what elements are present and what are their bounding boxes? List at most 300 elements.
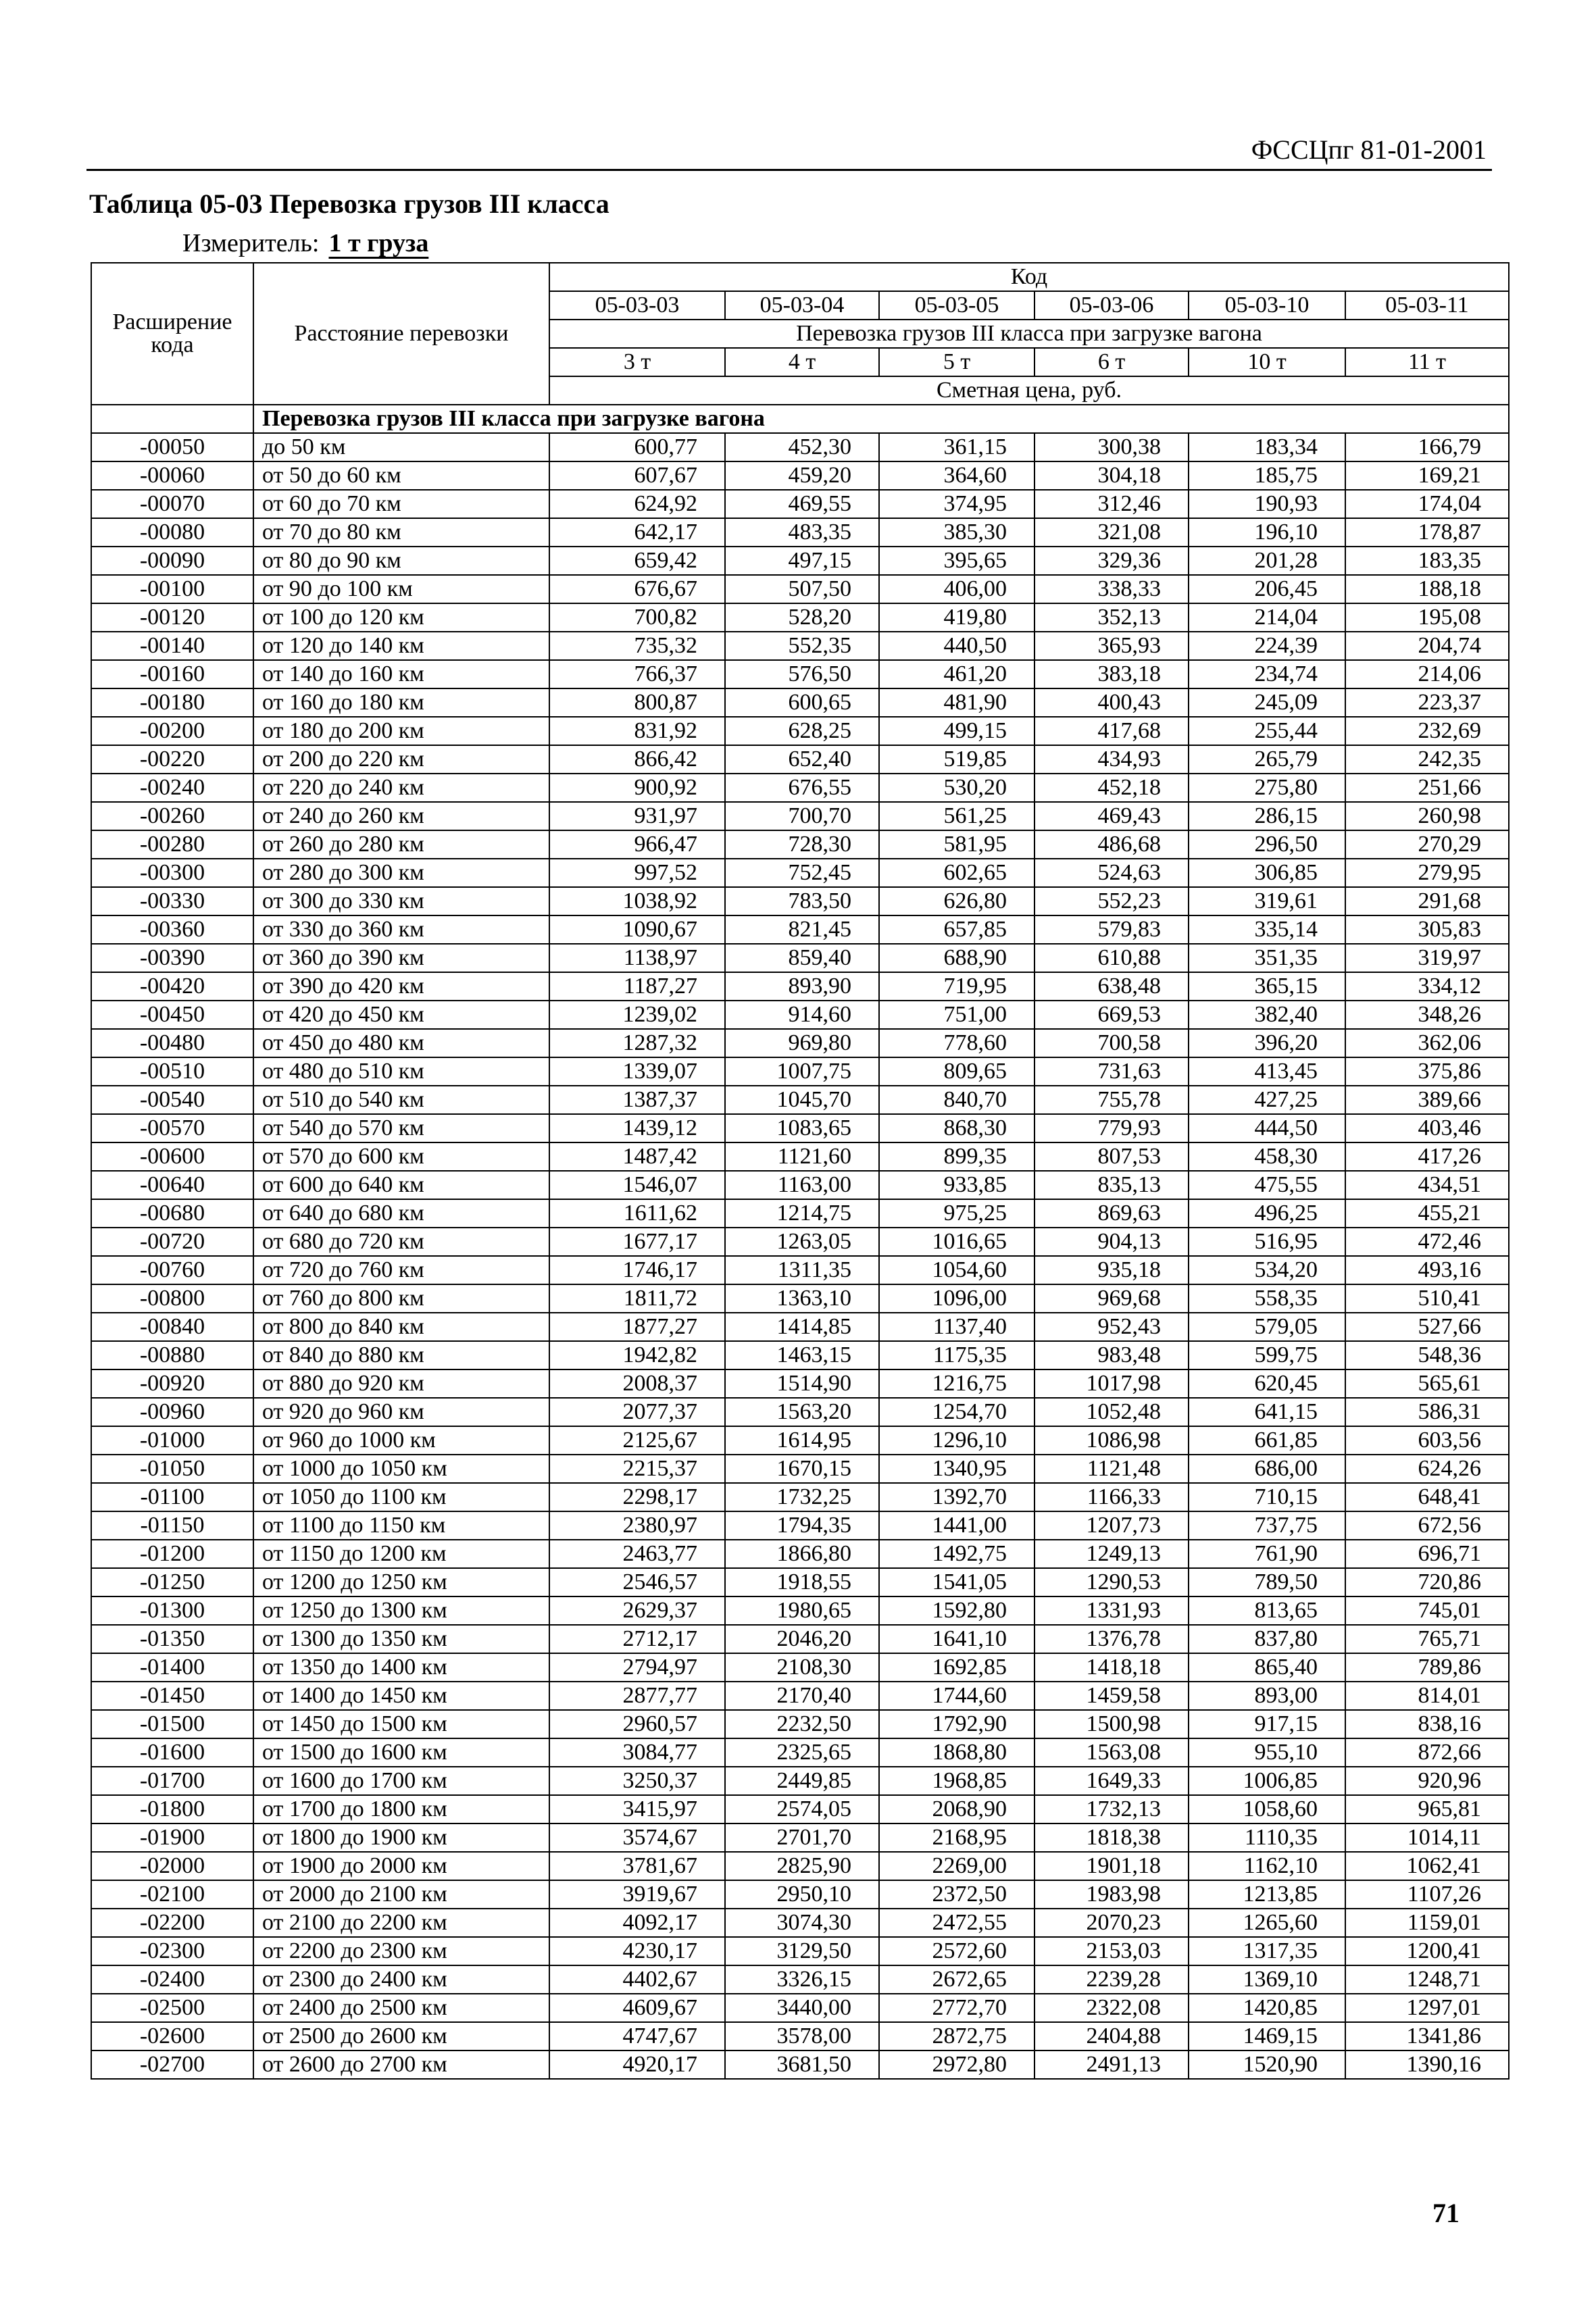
price-cell: 195,08 [1345, 603, 1509, 632]
price-cell: 472,46 [1345, 1228, 1509, 1256]
price-cell: 558,35 [1189, 1284, 1345, 1313]
price-cell: 672,56 [1345, 1511, 1509, 1540]
table-row [91, 944, 1509, 972]
tonnage-cell: 5 т [879, 348, 1034, 376]
price-cell: 1363,10 [725, 1284, 879, 1313]
extension-code-cell: -02600 [91, 2022, 253, 2051]
extension-code-cell: -00800 [91, 1284, 253, 1313]
price-cell: 1420,85 [1189, 1994, 1345, 2022]
price-cell: 1732,25 [725, 1483, 879, 1511]
table-row [91, 1199, 1509, 1228]
price-cell: 2070,23 [1034, 1909, 1189, 1937]
price-cell: 2215,37 [549, 1455, 725, 1483]
price-cell: 1649,33 [1034, 1767, 1189, 1795]
price-cell: 1007,75 [725, 1057, 879, 1086]
header-rule [86, 169, 1492, 171]
price-cell: 1418,18 [1034, 1653, 1189, 1682]
code-cell: 05-03-04 [725, 291, 879, 320]
price-cell: 300,38 [1034, 433, 1189, 461]
price-cell: 3084,77 [549, 1738, 725, 1767]
distance-cell: от 450 до 480 км [253, 1029, 549, 1057]
distance-cell: от 160 до 180 км [253, 688, 549, 717]
price-cell: 389,66 [1345, 1086, 1509, 1114]
extension-code-cell: -00760 [91, 1256, 253, 1284]
price-cell: 3919,67 [549, 1880, 725, 1909]
price-cell: 1297,01 [1345, 1994, 1509, 2022]
price-cell: 983,48 [1034, 1341, 1189, 1369]
price-cell: 766,37 [549, 660, 725, 688]
price-cell: 364,60 [879, 461, 1034, 490]
price-cell: 1868,80 [879, 1738, 1034, 1767]
price-cell: 761,90 [1189, 1540, 1345, 1568]
table-row [91, 1086, 1509, 1114]
table-row [91, 518, 1509, 547]
price-cell: 813,65 [1189, 1596, 1345, 1625]
price-cell: 935,18 [1034, 1256, 1189, 1284]
price-cell: 1110,35 [1189, 1823, 1345, 1852]
price-cell: 586,31 [1345, 1398, 1509, 1426]
price-cell: 1162,10 [1189, 1852, 1345, 1880]
price-cell: 1339,07 [549, 1057, 725, 1086]
distance-cell: от 390 до 420 км [253, 972, 549, 1001]
table-row [91, 1568, 1509, 1596]
price-cell: 265,79 [1189, 745, 1345, 774]
price-cell: 275,80 [1189, 774, 1345, 802]
distance-cell: от 90 до 100 км [253, 575, 549, 603]
price-cell: 169,21 [1345, 461, 1509, 490]
price-cell: 2325,65 [725, 1738, 879, 1767]
extension-code-cell: -00100 [91, 575, 253, 603]
price-cell: 185,75 [1189, 461, 1345, 490]
extension-code-cell: -00840 [91, 1313, 253, 1341]
price-cell: 291,68 [1345, 887, 1509, 915]
price-cell: 214,06 [1345, 660, 1509, 688]
group-caption: Перевозка грузов III класса при загрузке вагона [549, 320, 1509, 348]
table-row [91, 1795, 1509, 1823]
extension-code-cell: -01300 [91, 1596, 253, 1625]
distance-cell: от 2200 до 2300 км [253, 1937, 549, 1965]
price-cell: 461,20 [879, 660, 1034, 688]
extension-code-cell: -00200 [91, 717, 253, 745]
price-cell: 1487,42 [549, 1142, 725, 1171]
price-cell: 859,40 [725, 944, 879, 972]
price-cell: 2546,57 [549, 1568, 725, 1596]
price-cell: 1546,07 [549, 1171, 725, 1199]
price-cell: 778,60 [879, 1029, 1034, 1057]
price-cell: 966,47 [549, 830, 725, 859]
price-cell: 1463,15 [725, 1341, 879, 1369]
price-cell: 413,45 [1189, 1057, 1345, 1086]
price-cell: 497,15 [725, 547, 879, 575]
distance-cell: от 300 до 330 км [253, 887, 549, 915]
rates-table [91, 262, 1510, 2080]
price-cell: 1121,60 [725, 1142, 879, 1171]
extension-code-cell: -00600 [91, 1142, 253, 1171]
price-cell: 869,63 [1034, 1199, 1189, 1228]
price-cell: 312,46 [1034, 490, 1189, 518]
extension-code-cell: -00060 [91, 461, 253, 490]
price-cell: 2404,88 [1034, 2022, 1189, 2051]
price-cell: 1692,85 [879, 1653, 1034, 1682]
table-row [91, 1114, 1509, 1142]
extension-code-cell: -02100 [91, 1880, 253, 1909]
price-cell: 206,45 [1189, 575, 1345, 603]
extension-code-cell: -01000 [91, 1426, 253, 1455]
price-cell: 624,92 [549, 490, 725, 518]
price-cell: 1392,70 [879, 1483, 1034, 1511]
price-cell: 296,50 [1189, 830, 1345, 859]
price-cell: 204,74 [1345, 632, 1509, 660]
price-cell: 1052,48 [1034, 1398, 1189, 1426]
table-row [91, 745, 1509, 774]
price-cell: 840,70 [879, 1086, 1034, 1114]
price-cell: 1541,05 [879, 1568, 1034, 1596]
price-cell: 4609,67 [549, 1994, 725, 2022]
price-cell: 2008,37 [549, 1369, 725, 1398]
price-cell: 1187,27 [549, 972, 725, 1001]
price-cell: 700,58 [1034, 1029, 1189, 1057]
table-row [91, 1001, 1509, 1029]
price-cell: 1054,60 [879, 1256, 1034, 1284]
price-cell: 2239,28 [1034, 1965, 1189, 1994]
price-cell: 234,74 [1189, 660, 1345, 688]
price-cell: 561,25 [879, 802, 1034, 830]
price-cell: 955,10 [1189, 1738, 1345, 1767]
extension-code-cell: -01500 [91, 1710, 253, 1738]
price-cell: 2463,77 [549, 1540, 725, 1568]
price-cell: 1340,95 [879, 1455, 1034, 1483]
table-row [91, 1767, 1509, 1795]
price-cell: 900,92 [549, 774, 725, 802]
distance-cell: от 2600 до 2700 км [253, 2051, 549, 2079]
table-row [91, 1994, 1509, 2022]
price-cell: 2077,37 [549, 1398, 725, 1426]
price-cell: 2950,10 [725, 1880, 879, 1909]
price-cell: 809,65 [879, 1057, 1034, 1086]
price-cell: 174,04 [1345, 490, 1509, 518]
price-cell: 527,66 [1345, 1313, 1509, 1341]
table-row [91, 1880, 1509, 1909]
extension-code-cell: -01450 [91, 1682, 253, 1710]
extension-code-cell: -01350 [91, 1625, 253, 1653]
extension-code-cell: -01200 [91, 1540, 253, 1568]
price-cell: 321,08 [1034, 518, 1189, 547]
distance-cell: от 760 до 800 км [253, 1284, 549, 1313]
price-cell: 3681,50 [725, 2051, 879, 2079]
price-cell: 1611,62 [549, 1199, 725, 1228]
price-cell: 1414,85 [725, 1313, 879, 1341]
table-row [91, 461, 1509, 490]
code-cell: 05-03-03 [549, 291, 725, 320]
page-number: 71 [1432, 2198, 1460, 2228]
price-cell: 710,15 [1189, 1483, 1345, 1511]
distance-cell: от 1350 до 1400 км [253, 1653, 549, 1682]
table-row [91, 1029, 1509, 1057]
table-row [91, 2022, 1509, 2051]
price-cell: 255,44 [1189, 717, 1345, 745]
price-cell: 1369,10 [1189, 1965, 1345, 1994]
distance-cell: от 240 до 260 км [253, 802, 549, 830]
table-row [91, 1455, 1509, 1483]
distance-cell: от 180 до 200 км [253, 717, 549, 745]
price-cell: 626,80 [879, 887, 1034, 915]
table-head [91, 263, 1509, 405]
price-cell: 352,13 [1034, 603, 1189, 632]
price-cell: 440,50 [879, 632, 1034, 660]
price-cell: 917,15 [1189, 1710, 1345, 1738]
distance-cell: от 1400 до 1450 км [253, 1682, 549, 1710]
distance-cell: от 540 до 570 км [253, 1114, 549, 1142]
price-cell: 2380,97 [549, 1511, 725, 1540]
unit-label: Измеритель: [182, 229, 320, 257]
price-cell: 361,15 [879, 433, 1034, 461]
code-cell: 05-03-05 [879, 291, 1034, 320]
price-cell: 395,65 [879, 547, 1034, 575]
price-cell: 242,35 [1345, 745, 1509, 774]
table-row [91, 603, 1509, 632]
price-cell: 904,13 [1034, 1228, 1189, 1256]
distance-cell: от 570 до 600 км [253, 1142, 549, 1171]
price-cell: 362,06 [1345, 1029, 1509, 1057]
unit-line [182, 228, 428, 258]
price-cell: 838,16 [1345, 1710, 1509, 1738]
price-cell: 1439,12 [549, 1114, 725, 1142]
price-cell: 375,86 [1345, 1057, 1509, 1086]
price-cell: 837,80 [1189, 1625, 1345, 1653]
price-cell: 2872,75 [879, 2022, 1034, 2051]
price-cell: 2825,90 [725, 1852, 879, 1880]
price-cell: 893,00 [1189, 1682, 1345, 1710]
extension-code-cell: -02300 [91, 1937, 253, 1965]
price-cell: 565,61 [1345, 1369, 1509, 1398]
price-cell: 737,75 [1189, 1511, 1345, 1540]
tonnage-cell: 4 т [725, 348, 879, 376]
price-cell: 1592,80 [879, 1596, 1034, 1625]
price-cell: 600,77 [549, 433, 725, 461]
distance-cell: от 2500 до 2600 км [253, 2022, 549, 2051]
price-cell: 351,35 [1189, 944, 1345, 972]
price-caption: Сметная цена, руб. [549, 376, 1509, 405]
price-cell: 599,75 [1189, 1341, 1345, 1369]
price-cell: 607,67 [549, 461, 725, 490]
distance-cell: от 60 до 70 км [253, 490, 549, 518]
extension-code-cell: -00540 [91, 1086, 253, 1114]
price-cell: 1983,98 [1034, 1880, 1189, 1909]
price-cell: 552,23 [1034, 887, 1189, 915]
extension-code-cell: -00640 [91, 1171, 253, 1199]
price-cell: 166,79 [1345, 433, 1509, 461]
price-cell: 751,00 [879, 1001, 1034, 1029]
price-cell: 548,36 [1345, 1341, 1509, 1369]
extension-code-cell: -00240 [91, 774, 253, 802]
price-cell: 642,17 [549, 518, 725, 547]
price-cell: 1500,98 [1034, 1710, 1189, 1738]
extension-code-cell: -00080 [91, 518, 253, 547]
price-cell: 469,43 [1034, 802, 1189, 830]
price-cell: 329,36 [1034, 547, 1189, 575]
price-cell: 831,92 [549, 717, 725, 745]
extension-code-cell: -00160 [91, 660, 253, 688]
price-cell: 661,85 [1189, 1426, 1345, 1455]
extension-code-cell: -02400 [91, 1965, 253, 1994]
price-cell: 3415,97 [549, 1795, 725, 1823]
price-cell: 458,30 [1189, 1142, 1345, 1171]
extension-code-cell: -00180 [91, 688, 253, 717]
price-cell: 899,35 [879, 1142, 1034, 1171]
extension-code-cell: -00120 [91, 603, 253, 632]
price-cell: 1866,80 [725, 1540, 879, 1568]
price-cell: 800,87 [549, 688, 725, 717]
price-cell: 638,48 [1034, 972, 1189, 1001]
price-cell: 1290,53 [1034, 1568, 1189, 1596]
distance-cell: от 510 до 540 км [253, 1086, 549, 1114]
price-cell: 628,25 [725, 717, 879, 745]
table-row [91, 1483, 1509, 1511]
price-cell: 334,12 [1345, 972, 1509, 1001]
price-cell: 1980,65 [725, 1596, 879, 1625]
head-row-code [91, 263, 1509, 291]
table-row [91, 1341, 1509, 1369]
code-cell: 05-03-11 [1345, 291, 1509, 320]
extension-code-cell: -00360 [91, 915, 253, 944]
price-cell: 1459,58 [1034, 1682, 1189, 1710]
price-cell: 3129,50 [725, 1937, 879, 1965]
price-cell: 657,85 [879, 915, 1034, 944]
extension-code-cell: -01150 [91, 1511, 253, 1540]
price-cell: 3326,15 [725, 1965, 879, 1994]
extension-code-cell: -01050 [91, 1455, 253, 1483]
price-cell: 469,55 [725, 490, 879, 518]
price-cell: 452,30 [725, 433, 879, 461]
price-cell: 365,15 [1189, 972, 1345, 1001]
extension-code-cell: -01100 [91, 1483, 253, 1511]
price-cell: 2972,80 [879, 2051, 1034, 2079]
extension-code-cell: -01400 [91, 1653, 253, 1682]
price-cell: 188,18 [1345, 575, 1509, 603]
price-cell: 1045,70 [725, 1086, 879, 1114]
distance-cell: от 920 до 960 км [253, 1398, 549, 1426]
price-cell: 610,88 [1034, 944, 1189, 972]
price-cell: 534,20 [1189, 1256, 1345, 1284]
price-cell: 1441,00 [879, 1511, 1034, 1540]
price-cell: 1016,65 [879, 1228, 1034, 1256]
price-cell: 866,42 [549, 745, 725, 774]
price-cell: 1265,60 [1189, 1909, 1345, 1937]
price-cell: 652,40 [725, 745, 879, 774]
price-cell: 1942,82 [549, 1341, 725, 1369]
price-cell: 814,01 [1345, 1682, 1509, 1710]
price-cell: 304,18 [1034, 461, 1189, 490]
extension-code-cell: -00570 [91, 1114, 253, 1142]
price-cell: 427,25 [1189, 1086, 1345, 1114]
price-cell: 914,60 [725, 1001, 879, 1029]
price-cell: 745,01 [1345, 1596, 1509, 1625]
price-cell: 1918,55 [725, 1568, 879, 1596]
distance-cell: от 200 до 220 км [253, 745, 549, 774]
price-cell: 419,80 [879, 603, 1034, 632]
price-cell: 552,35 [725, 632, 879, 660]
table-row [91, 1171, 1509, 1199]
price-cell: 279,95 [1345, 859, 1509, 887]
price-cell: 4747,67 [549, 2022, 725, 2051]
price-cell: 2170,40 [725, 1682, 879, 1710]
table-row [91, 972, 1509, 1001]
price-cell: 2046,20 [725, 1625, 879, 1653]
price-cell: 483,35 [725, 518, 879, 547]
price-cell: 4092,17 [549, 1909, 725, 1937]
price-cell: 1006,85 [1189, 1767, 1345, 1795]
extension-code-cell: -00300 [91, 859, 253, 887]
distance-cell: от 1100 до 1150 км [253, 1511, 549, 1540]
table-row [91, 1511, 1509, 1540]
extension-code-cell: -00920 [91, 1369, 253, 1398]
price-cell: 1138,97 [549, 944, 725, 972]
price-cell: 223,37 [1345, 688, 1509, 717]
table-row [91, 1852, 1509, 1880]
price-cell: 807,53 [1034, 1142, 1189, 1171]
price-cell: 1744,60 [879, 1682, 1034, 1710]
price-cell: 728,30 [725, 830, 879, 859]
extension-code-cell: -00090 [91, 547, 253, 575]
price-cell: 496,25 [1189, 1199, 1345, 1228]
price-cell: 1670,15 [725, 1455, 879, 1483]
price-cell: 920,96 [1345, 1767, 1509, 1795]
price-cell: 1677,17 [549, 1228, 725, 1256]
price-cell: 260,98 [1345, 802, 1509, 830]
price-cell: 688,90 [879, 944, 1034, 972]
price-cell: 528,20 [725, 603, 879, 632]
section-empty-cell [91, 405, 253, 433]
table-row [91, 1398, 1509, 1426]
price-cell: 2712,17 [549, 1625, 725, 1653]
distance-cell: от 1450 до 1500 км [253, 1710, 549, 1738]
price-cell: 196,10 [1189, 518, 1345, 547]
price-cell: 365,93 [1034, 632, 1189, 660]
extension-code-cell: -00280 [91, 830, 253, 859]
price-cell: 516,95 [1189, 1228, 1345, 1256]
price-cell: 1877,27 [549, 1313, 725, 1341]
table-row [91, 1540, 1509, 1568]
price-cell: 385,30 [879, 518, 1034, 547]
distance-cell: от 1300 до 1350 км [253, 1625, 549, 1653]
extension-code-cell: -02200 [91, 1909, 253, 1937]
price-cell: 2449,85 [725, 1767, 879, 1795]
price-cell: 507,50 [725, 575, 879, 603]
extension-code-cell: -00260 [91, 802, 253, 830]
price-cell: 581,95 [879, 830, 1034, 859]
extension-code-cell: -00680 [91, 1199, 253, 1228]
distance-cell: от 330 до 360 км [253, 915, 549, 944]
price-cell: 1249,13 [1034, 1540, 1189, 1568]
code-header: Код [549, 263, 1509, 291]
price-cell: 1207,73 [1034, 1511, 1189, 1540]
price-cell: 1390,16 [1345, 2051, 1509, 2079]
price-cell: 1732,13 [1034, 1795, 1189, 1823]
price-cell: 245,09 [1189, 688, 1345, 717]
price-cell: 1038,92 [549, 887, 725, 915]
price-cell: 2153,03 [1034, 1937, 1189, 1965]
price-cell: 579,83 [1034, 915, 1189, 944]
distance-cell: от 880 до 920 км [253, 1369, 549, 1398]
price-cell: 779,93 [1034, 1114, 1189, 1142]
table-row [91, 1653, 1509, 1682]
extension-code-cell: -01700 [91, 1767, 253, 1795]
distance-cell: от 2100 до 2200 км [253, 1909, 549, 1937]
table-row [91, 1625, 1509, 1653]
distance-cell: от 1000 до 1050 км [253, 1455, 549, 1483]
distance-cell: от 1900 до 2000 км [253, 1852, 549, 1880]
table-row [91, 1823, 1509, 1852]
